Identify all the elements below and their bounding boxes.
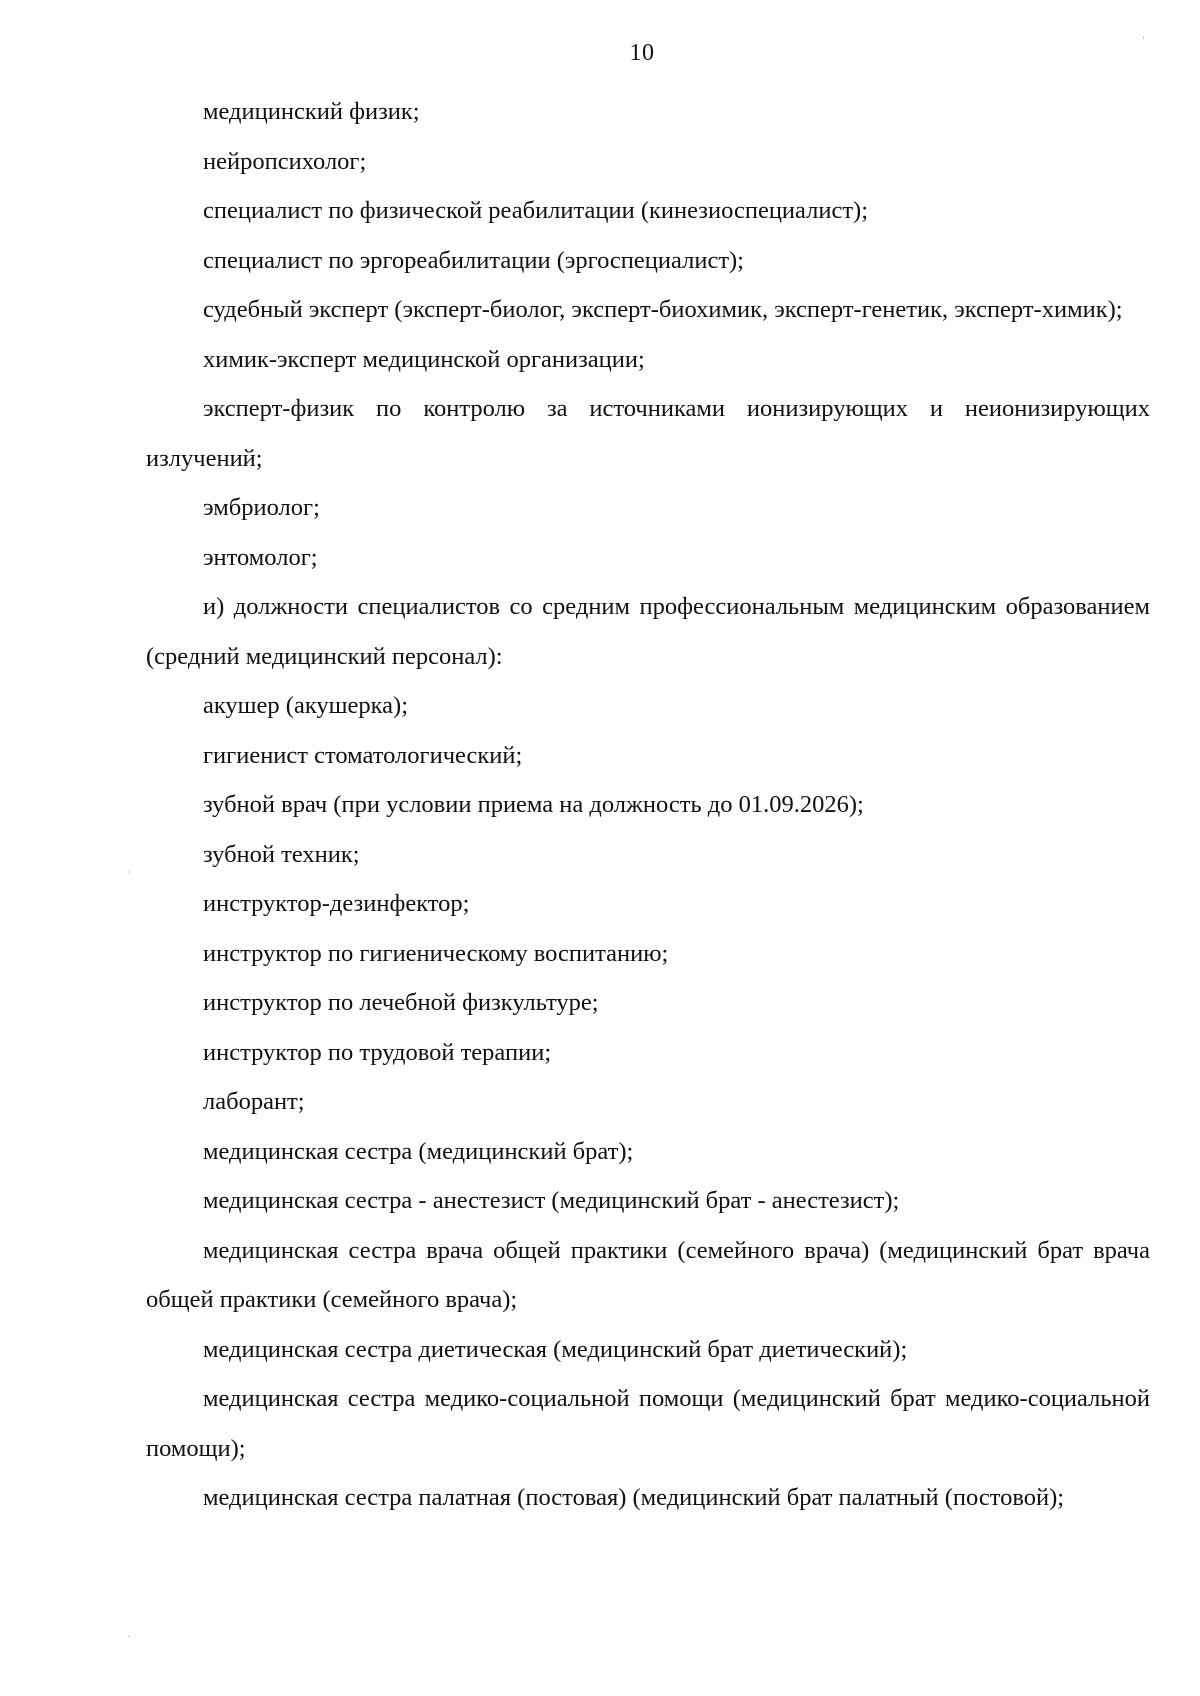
list-item: лаборант; <box>203 1088 305 1115</box>
list-item: медицинская сестра диетическая (медицинский брат диетический); <box>203 1335 908 1363</box>
scan-artifact <box>1143 36 1144 39</box>
section-heading-paragraph: и) должности специалистов со средним профессиональным медицинским образованием (средний медицинский персонал): <box>146 593 1150 670</box>
list-item: зубной врач (при условии приема на должность до 01.09.2026); <box>203 791 864 818</box>
scan-artifact <box>128 1636 130 1637</box>
list-item: медицинская сестра (медицинский брат); <box>203 1137 634 1165</box>
list-item: специалист по физической реабилитации (кинезиоспециалист); <box>203 197 869 224</box>
document-body <box>146 87 1150 1523</box>
page-number: 10 <box>629 40 655 66</box>
list-item: специалист по эргореабилитации (эргоспециалист); <box>203 246 744 274</box>
list-item: химик-эксперт медицинской организации; <box>203 345 645 373</box>
list-item: инструктор по гигиеническому воспитанию; <box>203 939 669 967</box>
list-item: медицинская сестра - анестезист (медицинский брат - анестезист); <box>203 1187 900 1214</box>
list-item: медицинская сестра врача общей практики (семейного врача) (медицинский брат врача общей практики (семейного врача); <box>146 1236 1150 1313</box>
list-item: зубной техник; <box>203 840 360 868</box>
scan-artifact <box>129 870 130 874</box>
list-item: судебный эксперт (эксперт-биолог, эксперт-биохимик, эксперт-генетик, эксперт-химик); <box>203 296 1123 323</box>
list-item: гигиенист стоматологический; <box>203 741 523 769</box>
list-item: медицинский физик; <box>203 98 420 125</box>
list-item: медицинская сестра палатная (постовая) (медицинский брат палатный (постовой); <box>203 1484 1065 1511</box>
list-item: эксперт-физик по контролю за источниками ионизирующих и неионизирующих излучений; <box>146 395 1150 472</box>
list-item: медицинская сестра медико-социальной помощи (медицинский брат медико-социальной помощи); <box>146 1385 1150 1462</box>
list-item: инструктор по лечебной физкультуре; <box>203 989 599 1016</box>
list-item: инструктор по трудовой терапии; <box>203 1038 552 1066</box>
list-item: эмбриолог; <box>203 494 320 521</box>
list-item: инструктор-дезинфектор; <box>203 890 470 917</box>
list-item: акушер (акушерка); <box>203 692 408 719</box>
list-item: нейропсихолог; <box>203 147 367 175</box>
list-item: энтомолог; <box>203 543 318 571</box>
